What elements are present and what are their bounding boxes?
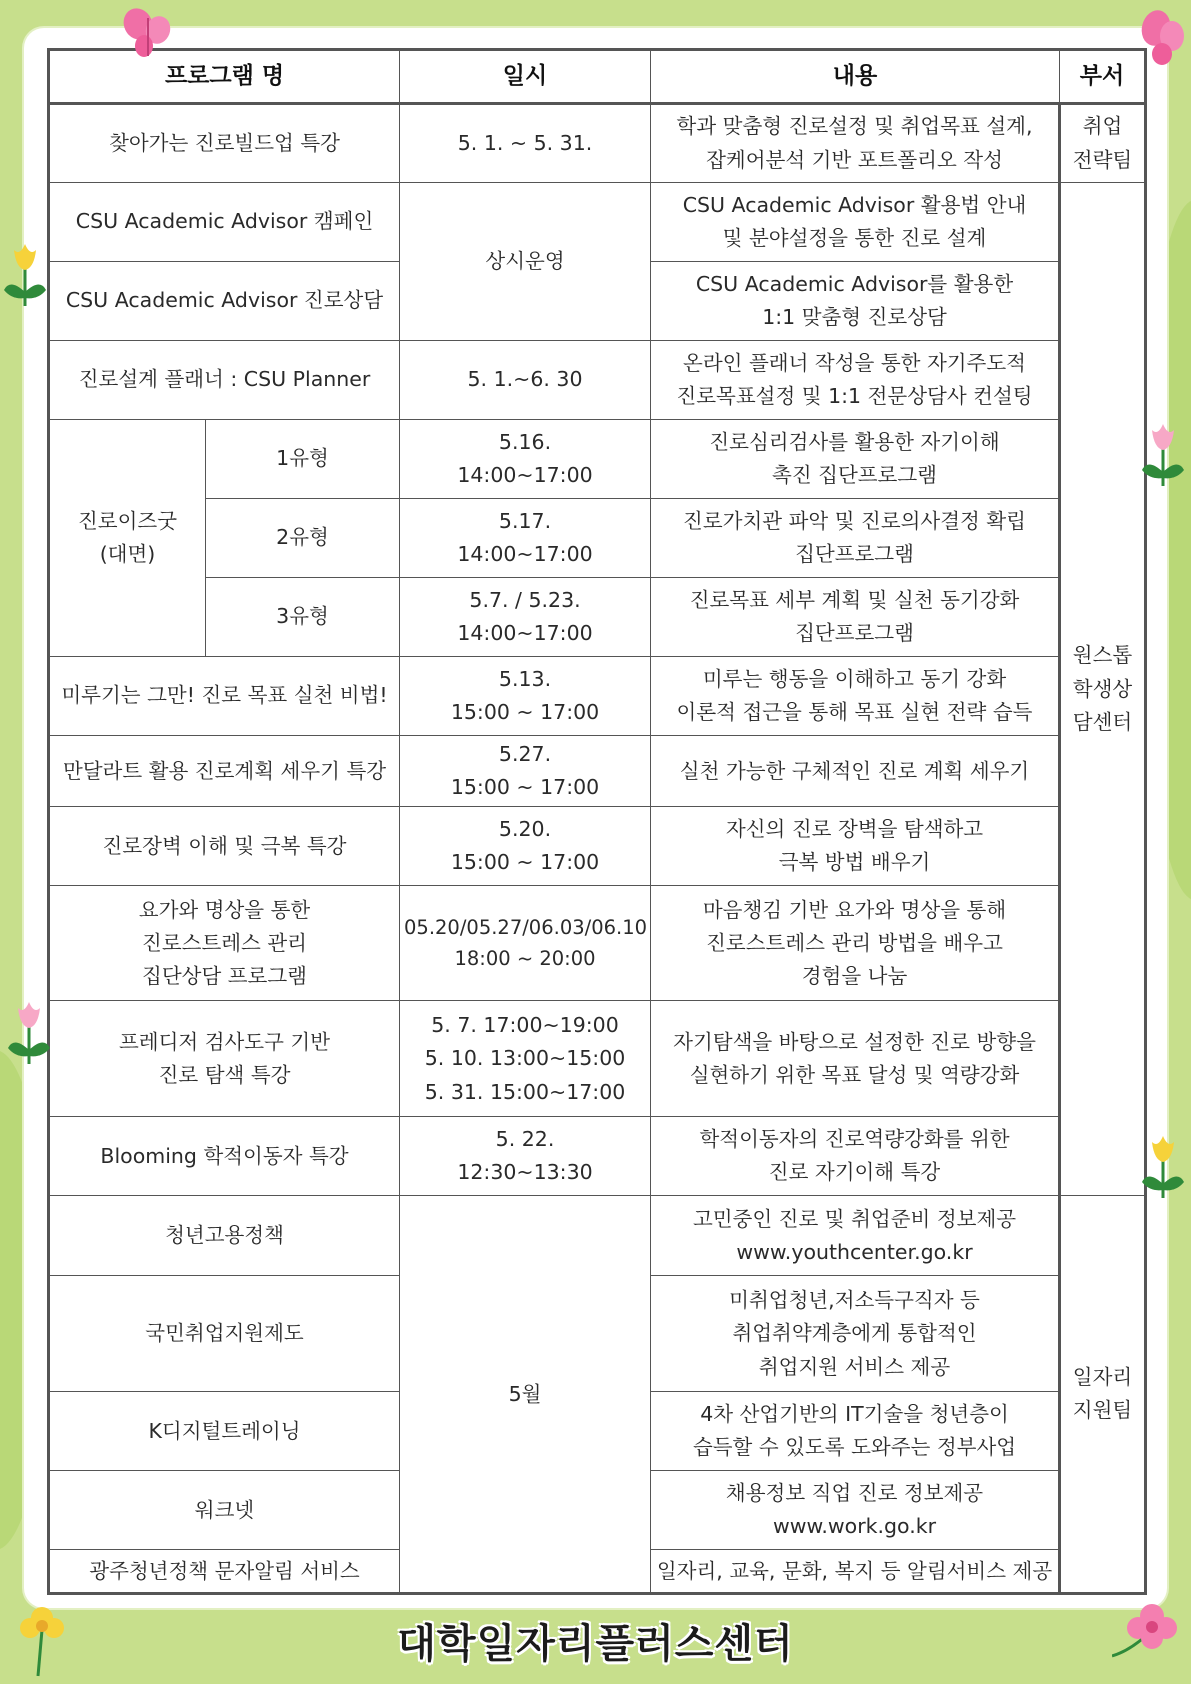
tulip-icon [1140,1134,1186,1200]
table-header-row [49,50,1146,104]
program-content: 실천 가능한 구체적인 진로 계획 세우기 [651,736,1060,807]
program-datetime: 5.13. 15:00 ~ 17:00 [400,657,651,736]
table-row [49,1196,1146,1276]
program-content: 미취업청년,저소득구직자 등 취업취약계층에게 통합적인 취업지원 서비스 제공 [651,1276,1060,1392]
header-datetime: 일시 [400,50,651,104]
program-subtype: 3유형 [206,578,400,657]
program-name: CSU Academic Advisor 캠페인 [49,183,400,262]
program-content: CSU Academic Advisor 활용법 안내 및 분야설정을 통한 진로 설계 [651,183,1060,262]
table-row [49,499,1146,578]
program-datetime: 5. 22. 12:30~13:30 [400,1117,651,1196]
program-name: 국민취업지원제도 [49,1276,400,1392]
program-name: 미루기는 그만! 진로 목표 실천 비법! [49,657,400,736]
program-name: 진로장벽 이해 및 극복 특강 [49,807,400,886]
table-row [49,341,1146,420]
program-name: 광주청년정책 문자알림 서비스 [49,1550,400,1594]
table-row [49,578,1146,657]
program-content: 자신의 진로 장벽을 탐색하고 극복 방법 배우기 [651,807,1060,886]
program-datetime: 5.20. 15:00 ~ 17:00 [400,807,651,886]
table-row [49,1001,1146,1117]
program-name: 워크넷 [49,1471,400,1550]
table-row [49,183,1146,262]
program-content: 온라인 플래너 작성을 통한 자기주도적 진로목표설정 및 1:1 전문상담사 컨설팅 [651,341,1060,420]
program-content: 마음챙김 기반 요가와 명상을 통해 진로스트레스 관리 방법을 배우고 경험을 나눔 [651,886,1060,1001]
program-name: 만달라트 활용 진로계획 세우기 특강 [49,736,400,807]
program-content: 일자리, 교육, 문화, 복지 등 알림서비스 제공 [651,1550,1060,1594]
program-content: 학적이동자의 진로역량강화를 위한 진로 자기이해 특강 [651,1117,1060,1196]
program-name: Blooming 학적이동자 특강 [49,1117,400,1196]
program-content: 진로목표 세부 계획 및 실천 동기강화 집단프로그램 [651,578,1060,657]
program-datetime: 05.20/05.27/06.03/06.10 18:00 ~ 20:00 [400,886,651,1001]
program-datetime: 5월 [400,1196,651,1594]
program-name: 청년고용정책 [49,1196,400,1276]
program-datetime: 5.7. / 5.23. 14:00~17:00 [400,578,651,657]
header-dept: 부서 [1060,50,1146,104]
program-content: 학과 맞춤형 진로설정 및 취업목표 설계, 잡케어분석 기반 포트폴리오 작성 [651,104,1060,183]
program-name: 진로설계 플래너 : CSU Planner [49,341,400,420]
table-row [49,886,1146,1001]
program-content: 진로심리검사를 활용한 자기이해 촉진 집단프로그램 [651,420,1060,499]
table-row [49,104,1146,183]
program-content: 고민중인 진로 및 취업준비 정보제공 www.youthcenter.go.kr [651,1196,1060,1276]
program-datetime: 5. 1. ~ 5. 31. [400,104,651,183]
program-content: CSU Academic Advisor를 활용한 1:1 맞춤형 진로상담 [651,262,1060,341]
program-name: 찾아가는 진로빌드업 특강 [49,104,400,183]
program-content: 진로가치관 파악 및 진로의사결정 확립 집단프로그램 [651,499,1060,578]
table-row [49,1117,1146,1196]
program-content: 자기탐색을 바탕으로 설정한 진로 방향을 실현하기 위한 목표 달성 및 역량강화 [651,1001,1060,1117]
table-row [49,736,1146,807]
table-row [49,657,1146,736]
program-content: 채용정보 직업 진로 정보제공 www.work.go.kr [651,1471,1060,1550]
table-row [49,420,1146,499]
program-dept: 일자리 지원팀 [1060,1196,1146,1594]
program-name: 프레디저 검사도구 기반 진로 탐색 특강 [49,1001,400,1117]
program-content: 4차 산업기반의 IT기술을 청년층이 습득할 수 있도록 도와주는 정부사업 [651,1392,1060,1471]
table-row [49,807,1146,886]
program-datetime: 5. 7. 17:00~19:00 5. 10. 13:00~15:00 5. 31. 15:00~17:00 [400,1001,651,1117]
tulip-icon [1140,422,1186,488]
program-content: 미루는 행동을 이해하고 동기 강화 이론적 접근을 통해 목표 실현 전략 습득 [651,657,1060,736]
program-datetime: 5.16. 14:00~17:00 [400,420,651,499]
header-program: 프로그램 명 [49,50,400,104]
butterfly-icon [1134,6,1190,70]
program-name: 진로이즈굿 (대면) [49,420,206,657]
header-content: 내용 [651,50,1060,104]
program-subtype: 1유형 [206,420,400,499]
center-name-footer: 대학일자리플러스센터 [397,1621,794,1667]
program-datetime: 5.27. 15:00 ~ 17:00 [400,736,651,807]
butterfly-icon [118,6,180,62]
program-dept: 원스톱 학생상 담센터 [1060,183,1146,1196]
tulip-icon [2,242,48,308]
program-datetime: 5.17. 14:00~17:00 [400,499,651,578]
program-datetime: 상시운영 [400,183,651,341]
program-name: 요가와 명상을 통한 진로스트레스 관리 집단상담 프로그램 [49,886,400,1001]
program-schedule-table [47,48,1147,1595]
tulip-icon [6,1000,52,1066]
program-dept: 취업 전략팀 [1060,104,1146,183]
program-name: CSU Academic Advisor 진로상담 [49,262,400,341]
program-subtype: 2유형 [206,499,400,578]
program-name: K디지털트레이닝 [49,1392,400,1471]
program-datetime: 5. 1.~6. 30 [400,341,651,420]
